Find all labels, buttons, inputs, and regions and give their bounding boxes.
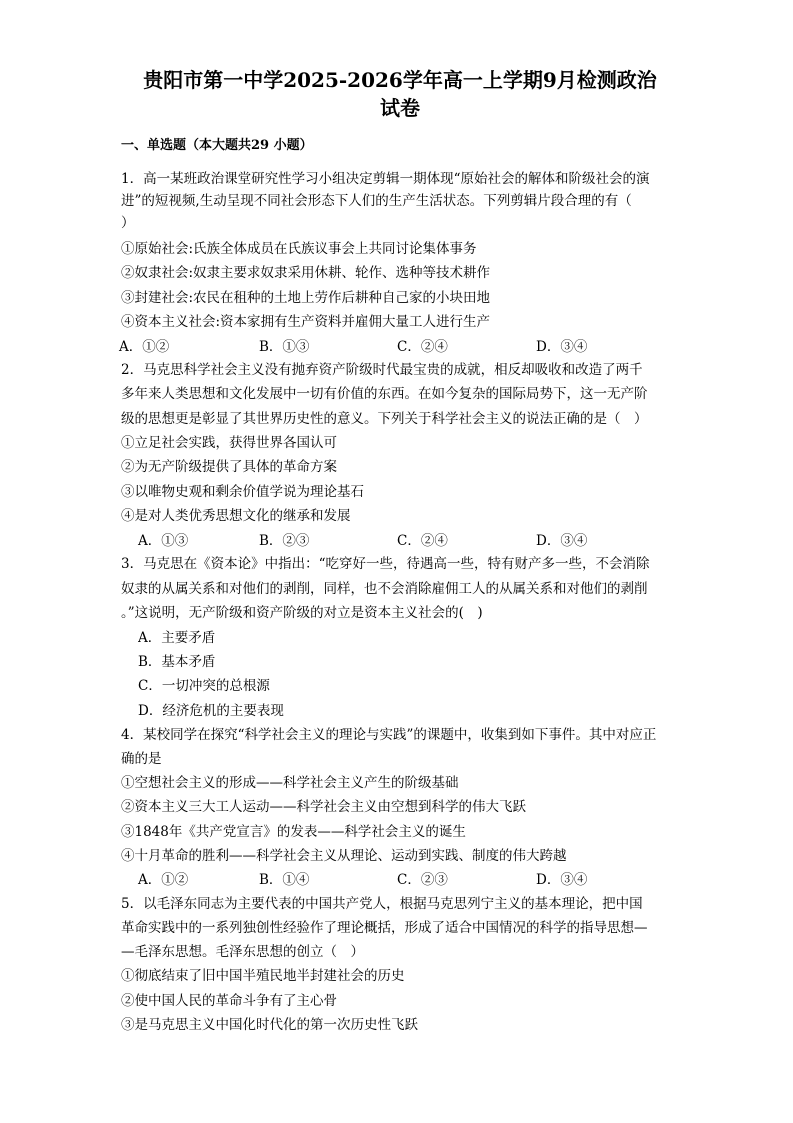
q4-option-c: C．②③ (397, 872, 448, 888)
q2-stem-line: 级的思想更是彰显了其世界历史性的意义。下列关于科学社会主义的说法正确的是（ ） (121, 411, 648, 427)
q1-stem-line: 1．高一某班政治课堂研究性学习小组决定剪辑一期体现“原始社会的解体和阶级社会的演 (121, 171, 650, 187)
q4-item: ①空想社会主义的形成——科学社会主义产生的阶级基础 (121, 775, 459, 791)
exam-title-line-2: 试卷 (380, 96, 420, 120)
q2-item: ④是对人类优秀思想文化的继承和发展 (121, 508, 351, 524)
q2-stem-line: 2．马克思科学社会主义没有抛弃资产阶级时代最宝贵的成就，相反却吸收和改造了两千 (121, 362, 643, 378)
q3-choice-d: D．经济危机的主要表现 (138, 703, 284, 719)
q3-choice-a: A．主要矛盾 (138, 630, 216, 646)
q4-stem-line: 4．某校同学在探究“科学社会主义的理论与实践”的课题中，收集到如下事件。其中对应正 (121, 727, 657, 743)
q2-stem-line: 多年来人类思想和文化发展中一切有价值的东西。在如今复杂的国际局势下，这一无产阶 (121, 386, 648, 402)
q2-option-d: D．③④ (536, 533, 588, 549)
q1-item: ③封建社会:农民在租种的土地上劳作后耕种自己家的小块田地 (121, 290, 491, 306)
q1-option-b: B．①③ (259, 339, 310, 355)
q2-item: ①立足社会实践，获得世界各国认可 (121, 435, 337, 451)
q4-item: ②资本主义三大工人运动——科学社会主义由空想到科学的伟大飞跃 (121, 799, 526, 815)
q3-choice-c: C．一切冲突的总根源 (138, 678, 270, 694)
q4-item: ③1848年《共产党宣言》的发表——科学社会主义的诞生 (121, 824, 466, 840)
q5-item: ①彻底结束了旧中国半殖民地半封建社会的历史 (121, 968, 405, 984)
q3-choice-b: B．基本矛盾 (138, 654, 216, 670)
q4-item: ④十月革命的胜利——科学社会主义从理论、运动到实践、制度的伟大跨越 (121, 848, 567, 864)
q2-item: ②为无产阶级提供了具体的革命方案 (121, 459, 337, 475)
q1-item: ④资本主义社会:资本家拥有生产资料并雇佣大量工人进行生产 (121, 314, 491, 330)
q5-stem-line: —毛泽东思想。毛泽东思想的创立（ ） (121, 944, 364, 960)
q1-option-a: A．①② (119, 339, 170, 355)
q2-item: ③以唯物史观和剩余价值学说为理论基石 (121, 484, 364, 500)
q2-option-a: A．①③ (138, 533, 189, 549)
q1-stem-line: ） (121, 215, 135, 231)
q3-stem-line: 奴隶的从属关系和对他们的剥削，同样，也不会消除雇佣工人的从属关系和对他们的剥削 (121, 581, 648, 597)
q3-stem-line: 3．马克思在《资本论》中指出：“吃穿好一些，待遇高一些，特有财产多一些，不会消除 (121, 556, 650, 572)
q4-option-b: B．①④ (259, 872, 310, 888)
q2-option-c: C．②④ (397, 533, 448, 549)
section-header: 一、单选题（本大题共29 小题） (121, 138, 313, 153)
exam-title-line-1: 贵阳市第一中学2025-2026学年高一上学期9月检测政治 (143, 68, 657, 92)
q1-stem-line: 进”的短视频,生动呈现不同社会形态下人们的生产生活状态。下列剪辑片段合理的有（ (121, 193, 632, 209)
q4-option-d: D．③④ (536, 872, 588, 888)
q5-item: ②使中国人民的革命斗争有了主心骨 (121, 993, 337, 1009)
q2-option-b: B．②③ (259, 533, 310, 549)
q4-option-a: A．①② (138, 872, 189, 888)
q5-stem-line: 5．以毛泽东同志为主要代表的中国共产党人，根据马克思列宁主义的基本理论，把中国 (121, 896, 643, 912)
q5-item: ③是马克思主义中国化时代化的第一次历史性飞跃 (121, 1017, 418, 1033)
q3-stem-line: 。”这说明，无产阶级和资产阶级的对立是资本主义社会的( ) (121, 605, 483, 621)
q1-option-c: C．②④ (397, 339, 448, 355)
q1-option-d: D．③④ (536, 339, 588, 355)
q5-stem-line: 革命实践中的一系列独创性经验作了理论概括，形成了适合中国情况的科学的指导思想— (121, 920, 648, 936)
q4-stem-line: 确的是 (121, 751, 162, 767)
q1-item: ②奴隶社会:奴隶主要求奴隶采用休耕、轮作、选种等技术耕作 (121, 265, 491, 281)
q1-item: ①原始社会:氏族全体成员在氏族议事会上共同讨论集体事务 (121, 241, 477, 257)
